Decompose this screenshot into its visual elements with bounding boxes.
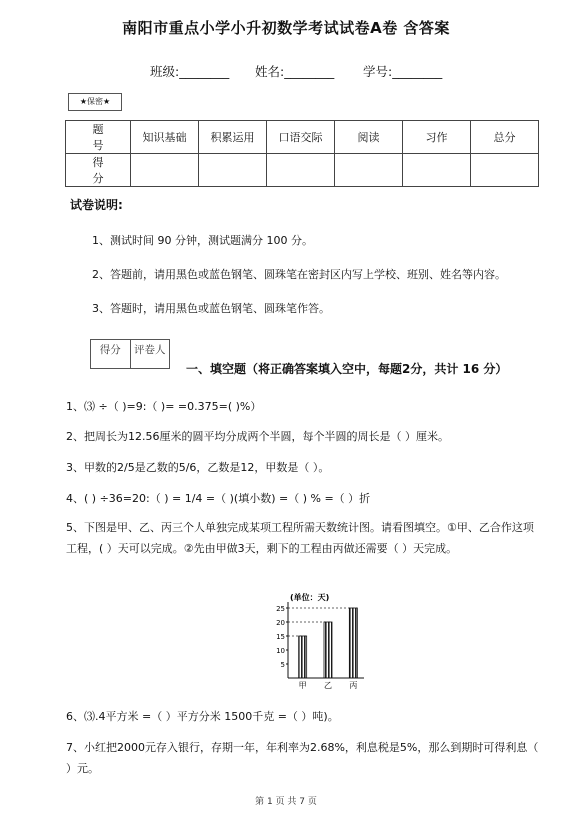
score-cell[interactable] [267, 154, 335, 187]
header-cell-total: 总分 [471, 121, 539, 154]
class-field[interactable]: 班级:________ [150, 64, 230, 79]
grader-name-label: 评卷人 [130, 340, 170, 369]
chart-y-tick-label: 15 [276, 633, 285, 641]
header-cell-accumulation: 积累运用 [199, 121, 267, 154]
score-table [65, 120, 539, 187]
score-cell[interactable] [471, 154, 539, 187]
chart-gridlines [288, 608, 357, 636]
score-cell[interactable] [131, 154, 199, 187]
score-cell[interactable] [199, 154, 267, 187]
chart-x-label: 甲 [298, 681, 307, 690]
instructions-heading: 试卷说明: [70, 198, 123, 212]
score-cell[interactable] [403, 154, 471, 187]
page-title: 南阳市重点小学小升初数学考试试卷A卷 含答案 [122, 19, 450, 37]
header-cell-knowledge: 知识基础 [131, 121, 199, 154]
chart-bar [299, 636, 307, 678]
days-bar-chart [262, 588, 372, 690]
score-table-header-row [66, 121, 539, 154]
section-title: 一、填空题（将正确答案填入空中，每题2分，共计 16 分） [186, 362, 508, 376]
chart-y-tick-label: 5 [280, 661, 285, 669]
grader-score-label: 得分 [91, 340, 131, 369]
chart-x-label: 乙 [324, 681, 332, 690]
chart-bar [349, 608, 357, 678]
header-cell-oral: 口语交际 [267, 121, 335, 154]
name-field[interactable]: 姓名:________ [255, 64, 335, 79]
score-table-score-row [66, 154, 539, 187]
chart-y-ticks [276, 605, 288, 669]
grader-box [90, 339, 170, 369]
chart-x-labels [299, 681, 358, 690]
header-cell-question-no: 题 号 [66, 121, 131, 154]
header-cell-reading: 阅读 [335, 121, 403, 154]
row-label-score: 得 分 [66, 154, 131, 187]
student-id-field[interactable]: 学号:________ [363, 64, 443, 79]
chart-bars [299, 608, 358, 678]
question-5: 5、下图是甲、乙、丙三个人单独完成某项工程所需天数统计图。请看图填空。①甲、乙合作这项工程，( ）天可以完成。②先由甲做3天，剩下的工程由丙做还需要（ ）天完成。 [66, 521, 534, 555]
chart-bar [324, 622, 332, 678]
question-7: 7、小红把2000元存入银行，存期一年，年利率为2.68%，利息税是5%，那么到期时可得利息（ ）元。 [66, 741, 539, 775]
question-3: 3、甲数的2/5是乙数的5/6，乙数是12，甲数是（ ）。 [66, 461, 330, 474]
question-6: 6、⑶.4平方米 =（ ）平方分米 1500千克 =（ ）吨)。 [66, 710, 339, 723]
chart-title: (单位：天) [290, 593, 330, 602]
chart-y-tick-label: 25 [276, 605, 285, 613]
confidential-stamp: ★保密★ [68, 93, 122, 111]
instruction-item: 2、答题前，请用黑色或蓝色钢笔、圆珠笔在密封区内写上学校、班别、姓名等内容。 [92, 268, 506, 281]
instruction-item: 1、测试时间 90 分钟，测试题满分 100 分。 [92, 234, 313, 247]
question-4: 4、( ) ÷36=20:（ ) = 1/4 =（ )(填小数) =（ ) % =（ ）折 [66, 492, 371, 505]
chart-y-tick-label: 10 [276, 647, 285, 655]
question-2: 2、把周长为12.56厘米的圆平均分成两个半圆，每个半圆的周长是（ ）厘米。 [66, 430, 449, 443]
instruction-item: 3、答题时，请用黑色或蓝色钢笔、圆珠笔作答。 [92, 302, 330, 315]
score-cell[interactable] [335, 154, 403, 187]
question-1: 1、⑶ ÷（ )=9:（ )= =0.375=( )%） [66, 400, 262, 413]
header-cell-writing: 习作 [403, 121, 471, 154]
chart-x-label: 丙 [349, 681, 358, 690]
chart-y-tick-label: 20 [276, 619, 285, 627]
page-footer: 第 1 页 共 7 页 [255, 797, 317, 807]
